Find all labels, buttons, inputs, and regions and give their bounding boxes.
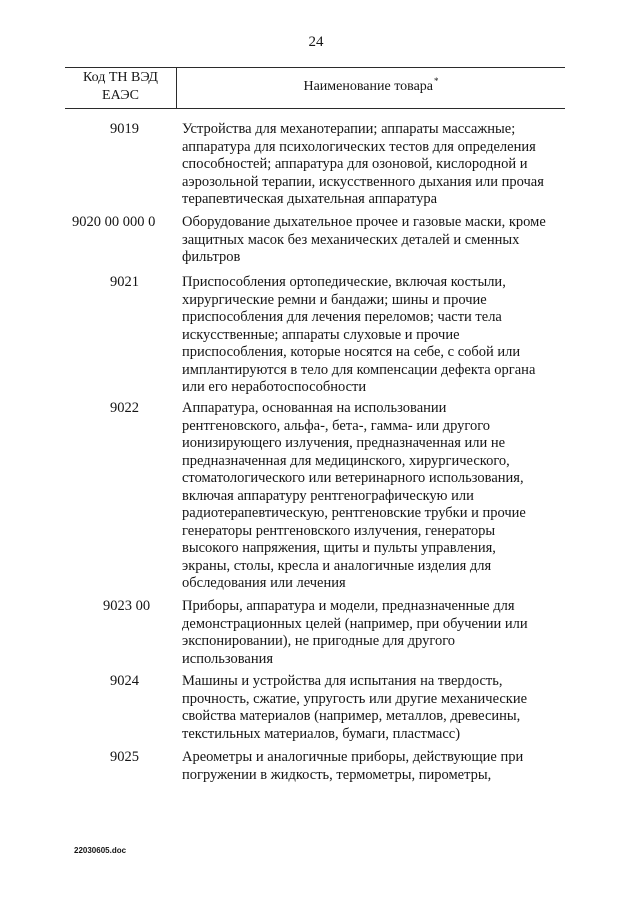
goods-code: 9023 00 [103,598,151,614]
goods-code: 9021 [110,274,139,290]
goods-description: Приборы, аппаратура и модели, предназначенные для демонстрационных целей (например, при обучении или экспонировании), не пригодные для другого использования [182,598,528,667]
goods-code: 9019 [110,121,139,137]
footnote-mark: * [434,76,439,86]
goods-description: Устройства для механотерапии; аппараты массажные; аппаратура для психологических тестов для определения способностей; аппаратура для озоновой, кислородной и аэрозольной терапии, искусственного дыхания или прочая терапевтическая дыхательная аппаратура [182,121,544,207]
header-code-line-2: ЕАЭС [102,88,139,103]
goods-description: Аппаратура, основанная на использовании рентгеновского, альфа-, бета-, гамма- или другого ионизирующего излучения, предназначенная или не предназначенная для медицинского, хирургического, стоматологического или ветеринарного использования, включая аппаратуру рентгенографическую или радиотерапевтическую, рентгеновские трубки и прочие генераторы рентгеновского излучения, генераторы высокого напряжения, щиты и пульты управления, экраны, столы, кресла и аналогичные изделия для обследования или лечения [182,400,526,591]
goods-description: Машины и устройства для испытания на твердость, прочность, сжатие, упругость или другие механические свойства материалов (например, металлов, древесины, текстильных материалов, бумаги, пластмасс) [182,673,528,742]
goods-description: Оборудование дыхательное прочее и газовые маски, кроме защитных масок без механических деталей и сменных фильтров [182,214,546,265]
goods-code: 9022 [110,400,139,416]
footer-filename: 22030605.doc [74,846,127,855]
table-header-bottom-rule [65,108,565,109]
header-code-line-1: Код ТН ВЭД [83,70,158,85]
header-name-column [177,78,565,96]
header-code-column [65,69,176,105]
goods-code: 9025 [110,749,139,765]
goods-description: Ареометры и аналогичные приборы, действующие при погружении в жидкость, термометры, пирометры, [182,749,524,783]
goods-code: 9024 [110,673,139,689]
goods-code: 9020 00 000 0 [72,214,156,230]
header-name-label: Наименование товара [303,79,433,94]
page-number: 24 [308,34,324,50]
goods-description: Приспособления ортопедические, включая костыли, хирургические ремни и бандажи; шины и прочие приспособления для лечения переломов; части тела искусственные; аппараты слуховые и прочие приспособления, которые носятся на себе, с собой или имплантируются в тело для компенсации дефекта органа или его неработоспособности [182,274,536,395]
table-top-rule [65,67,565,68]
